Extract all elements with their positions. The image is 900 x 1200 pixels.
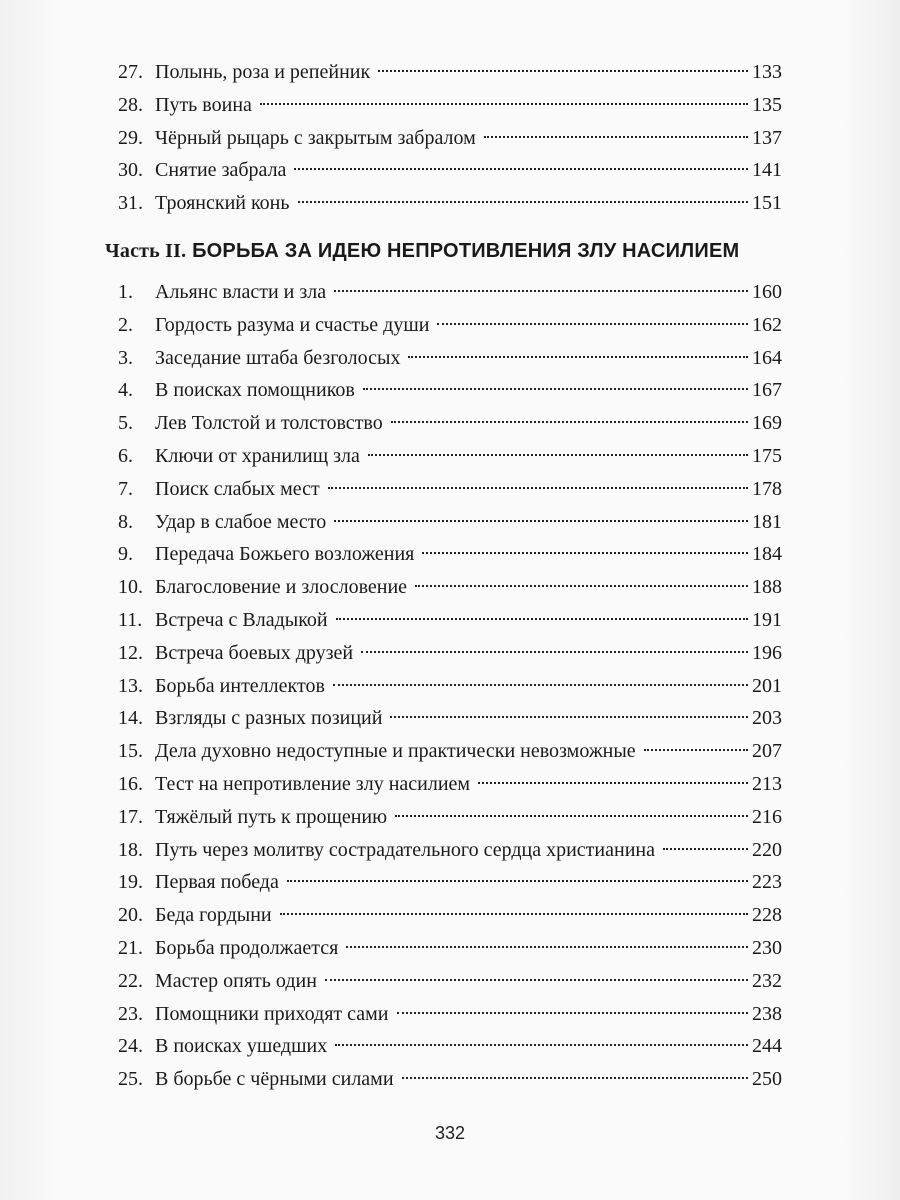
toc-entry-number: 31. <box>118 192 143 215</box>
toc-entry-page: 232 <box>752 969 782 992</box>
toc-leader-dots <box>378 70 748 72</box>
toc-leader-dots <box>415 585 748 587</box>
toc-entry-page: 220 <box>752 838 782 861</box>
toc-entry <box>118 702 782 735</box>
part2-heading <box>105 234 795 268</box>
toc-entry-page: 184 <box>752 543 782 566</box>
toc-entry-title: Мастер опять один <box>155 969 317 992</box>
toc-entry-page: 137 <box>752 126 782 149</box>
toc-entry-number: 23. <box>118 1002 143 1025</box>
toc-entry-number: 9. <box>118 543 133 566</box>
toc-leader-dots <box>333 684 748 686</box>
toc-entry <box>118 309 782 342</box>
toc-entry <box>118 276 782 309</box>
toc-entry <box>118 801 782 834</box>
toc-entry-title: Помощники приходят сами <box>155 1002 389 1025</box>
toc-entry-page: 164 <box>752 346 782 369</box>
toc-entry-number: 11. <box>118 608 143 631</box>
toc-entry-page: 216 <box>752 805 782 828</box>
toc-entry <box>118 187 782 220</box>
toc-entry-title: Заседание штаба безголосых <box>155 346 401 369</box>
toc-leader-dots <box>334 290 748 292</box>
toc-leader-dots <box>422 552 748 554</box>
toc-leader-dots <box>294 168 748 170</box>
toc-part2-list <box>118 276 782 1096</box>
toc-entry-page: 175 <box>752 444 782 467</box>
toc-entry-title: Борьба продолжается <box>155 936 339 959</box>
toc-entry <box>118 1030 782 1063</box>
toc-entry <box>118 538 782 571</box>
toc-leader-dots <box>361 651 748 653</box>
toc-entry-number: 30. <box>118 159 143 182</box>
toc-leader-dots <box>478 782 748 784</box>
toc-leader-dots <box>391 421 748 423</box>
toc-leader-dots <box>335 1044 748 1046</box>
toc-entry <box>118 1063 782 1096</box>
toc-leader-dots <box>437 323 748 325</box>
toc-entry-title: Дела духовно недоступные и практически невозможные <box>155 740 636 763</box>
toc-entry-title: Взгляды с разных позиций <box>155 707 383 730</box>
toc-leader-dots <box>644 749 748 751</box>
toc-entry-number: 4. <box>118 379 133 402</box>
toc-entry <box>118 899 782 932</box>
toc-entry <box>118 834 782 867</box>
toc-entry-page: 133 <box>752 61 782 83</box>
toc-leader-dots <box>663 848 748 850</box>
toc-entry-title: В поисках ушедших <box>155 1035 328 1058</box>
toc-leader-dots <box>287 880 748 882</box>
toc-leader-dots <box>408 356 748 358</box>
toc-entry-number: 29. <box>118 126 143 149</box>
toc-leader-dots <box>484 136 748 138</box>
toc-leader-dots <box>328 487 748 489</box>
toc-entry-number: 20. <box>118 904 143 927</box>
toc-entry-number: 21. <box>118 936 143 959</box>
toc-entry <box>118 571 782 604</box>
toc-entry-number: 8. <box>118 510 133 533</box>
toc-entry-title: В борьбе с чёрными силами <box>155 1068 394 1091</box>
toc-entry-title: Тяжёлый путь к прощению <box>155 805 388 828</box>
toc-entry-page: 207 <box>752 740 782 763</box>
toc-entry-title: Встреча с Владыкой <box>155 608 328 631</box>
toc-entry-title: Ключи от хранилищ зла <box>155 444 360 467</box>
toc-entry-number: 18. <box>118 838 143 861</box>
part2-heading-prefix: Часть II. <box>105 240 187 262</box>
toc-entry-title: Первая победа <box>155 871 279 894</box>
toc-entry-page: 213 <box>752 772 782 795</box>
toc-entry-page: 191 <box>752 608 782 631</box>
toc-entry-title: Тест на непротивление злу насилием <box>155 772 471 795</box>
toc-entry-title: Борьба интеллектов <box>155 674 325 697</box>
toc-entry-title: В поисках помощников <box>155 379 355 402</box>
toc-entry-number: 27. <box>118 61 143 83</box>
toc-entry <box>118 440 782 473</box>
toc-entry-page: 178 <box>752 477 782 500</box>
toc-leader-dots <box>397 1012 749 1014</box>
toc-entry <box>118 768 782 801</box>
toc-entry <box>118 506 782 539</box>
toc-entry-page: 223 <box>752 871 782 894</box>
toc-entry-number: 2. <box>118 313 133 336</box>
toc-entry <box>118 637 782 670</box>
toc-entry <box>118 932 782 965</box>
toc-leader-dots <box>334 520 748 522</box>
toc-entry <box>118 122 782 155</box>
toc-entry-page: 188 <box>752 576 782 599</box>
toc-entry-page: 151 <box>752 192 782 215</box>
toc-entry-title: Встреча боевых друзей <box>155 641 354 664</box>
toc-entry <box>118 89 782 122</box>
toc-entry-page: 250 <box>752 1068 782 1091</box>
toc-entry-number: 28. <box>118 93 143 116</box>
toc-entry-number: 17. <box>118 805 143 828</box>
toc-entry-number: 5. <box>118 412 133 435</box>
toc-leader-dots <box>368 454 748 456</box>
toc-leader-dots <box>298 201 748 203</box>
toc-entry-page: 244 <box>752 1035 782 1058</box>
toc-entry-page: 181 <box>752 510 782 533</box>
toc-entry-number: 19. <box>118 871 143 894</box>
page-number: 332 <box>434 1123 466 1143</box>
toc-entry <box>118 866 782 899</box>
toc-entry-title: Альянс власти и зла <box>155 281 327 303</box>
toc-entry-title: Гордость разума и счастье души <box>155 313 430 336</box>
toc-entry <box>118 342 782 375</box>
toc-leader-dots <box>280 913 748 915</box>
toc-entry <box>118 473 782 506</box>
toc-entry <box>118 735 782 768</box>
toc-entry-page: 160 <box>752 281 782 303</box>
toc-entry-number: 24. <box>118 1035 143 1058</box>
toc-entry-page: 162 <box>752 313 782 336</box>
toc-leader-dots <box>325 979 748 981</box>
toc-entry <box>118 670 782 703</box>
toc-entry-title: Чёрный рыцарь с закрытым забралом <box>155 126 476 149</box>
toc-leader-dots <box>395 815 748 817</box>
toc-entry <box>118 998 782 1031</box>
toc-entry-number: 16. <box>118 772 143 795</box>
toc-entry <box>118 56 782 89</box>
toc-entry <box>118 965 782 998</box>
toc-leader-dots <box>402 1077 748 1079</box>
toc-leader-dots <box>336 618 748 620</box>
toc-entry-number: 7. <box>118 477 133 500</box>
toc-entry-title: Троянский конь <box>155 192 290 215</box>
toc-leader-dots <box>346 946 748 948</box>
toc-entry-page: 196 <box>752 641 782 664</box>
toc-entry-number: 6. <box>118 444 133 467</box>
toc-entry-number: 22. <box>118 969 143 992</box>
toc-entry-page: 167 <box>752 379 782 402</box>
toc-entry-number: 1. <box>118 281 133 303</box>
toc-entry-page: 135 <box>752 93 782 116</box>
toc-entry-number: 15. <box>118 740 143 763</box>
toc-entry-title: Поиск слабых мест <box>155 477 320 500</box>
toc-leader-dots <box>363 388 748 390</box>
toc-entry-page: 201 <box>752 674 782 697</box>
toc-entry-number: 12. <box>118 641 143 664</box>
toc-entry-page: 141 <box>752 159 782 182</box>
toc-entry-number: 25. <box>118 1068 143 1091</box>
toc-entry <box>118 604 782 637</box>
toc-entry <box>118 407 782 440</box>
toc-entry-page: 230 <box>752 936 782 959</box>
part2-heading-title: БОРЬБА ЗА ИДЕЮ НЕПРОТИВЛЕНИЯ ЗЛУ НАСИЛИЕМ <box>192 240 740 262</box>
toc-entry-title: Снятие забрала <box>155 159 287 182</box>
toc-entry-number: 13. <box>118 674 143 697</box>
toc-entry-page: 203 <box>752 707 782 730</box>
toc-entry-number: 10. <box>118 576 143 599</box>
toc-part1-list <box>118 56 782 220</box>
toc-entry-number: 14. <box>118 707 143 730</box>
toc-entry-title: Полынь, роза и репейник <box>155 61 371 83</box>
toc-entry-page: 238 <box>752 1002 782 1025</box>
toc-entry-title: Путь воина <box>155 93 252 116</box>
toc-entry <box>118 374 782 407</box>
toc-leader-dots <box>390 716 748 718</box>
toc-entry-page: 169 <box>752 412 782 435</box>
toc-entry-title: Благословение и злословение <box>155 576 408 599</box>
toc-leader-dots <box>260 103 748 105</box>
toc-entry <box>118 154 782 187</box>
toc-entry-page: 228 <box>752 904 782 927</box>
toc-entry-title: Удар в слабое место <box>155 510 327 533</box>
toc-entry-title: Путь через молитву сострадательного сердца христианина <box>155 838 655 861</box>
toc-entry-title: Беда гордыни <box>155 904 272 927</box>
toc-entry-title: Передача Божьего возложения <box>155 543 415 566</box>
toc-entry-title: Лев Толстой и толстовство <box>155 412 383 435</box>
toc-entry-number: 3. <box>118 346 133 369</box>
